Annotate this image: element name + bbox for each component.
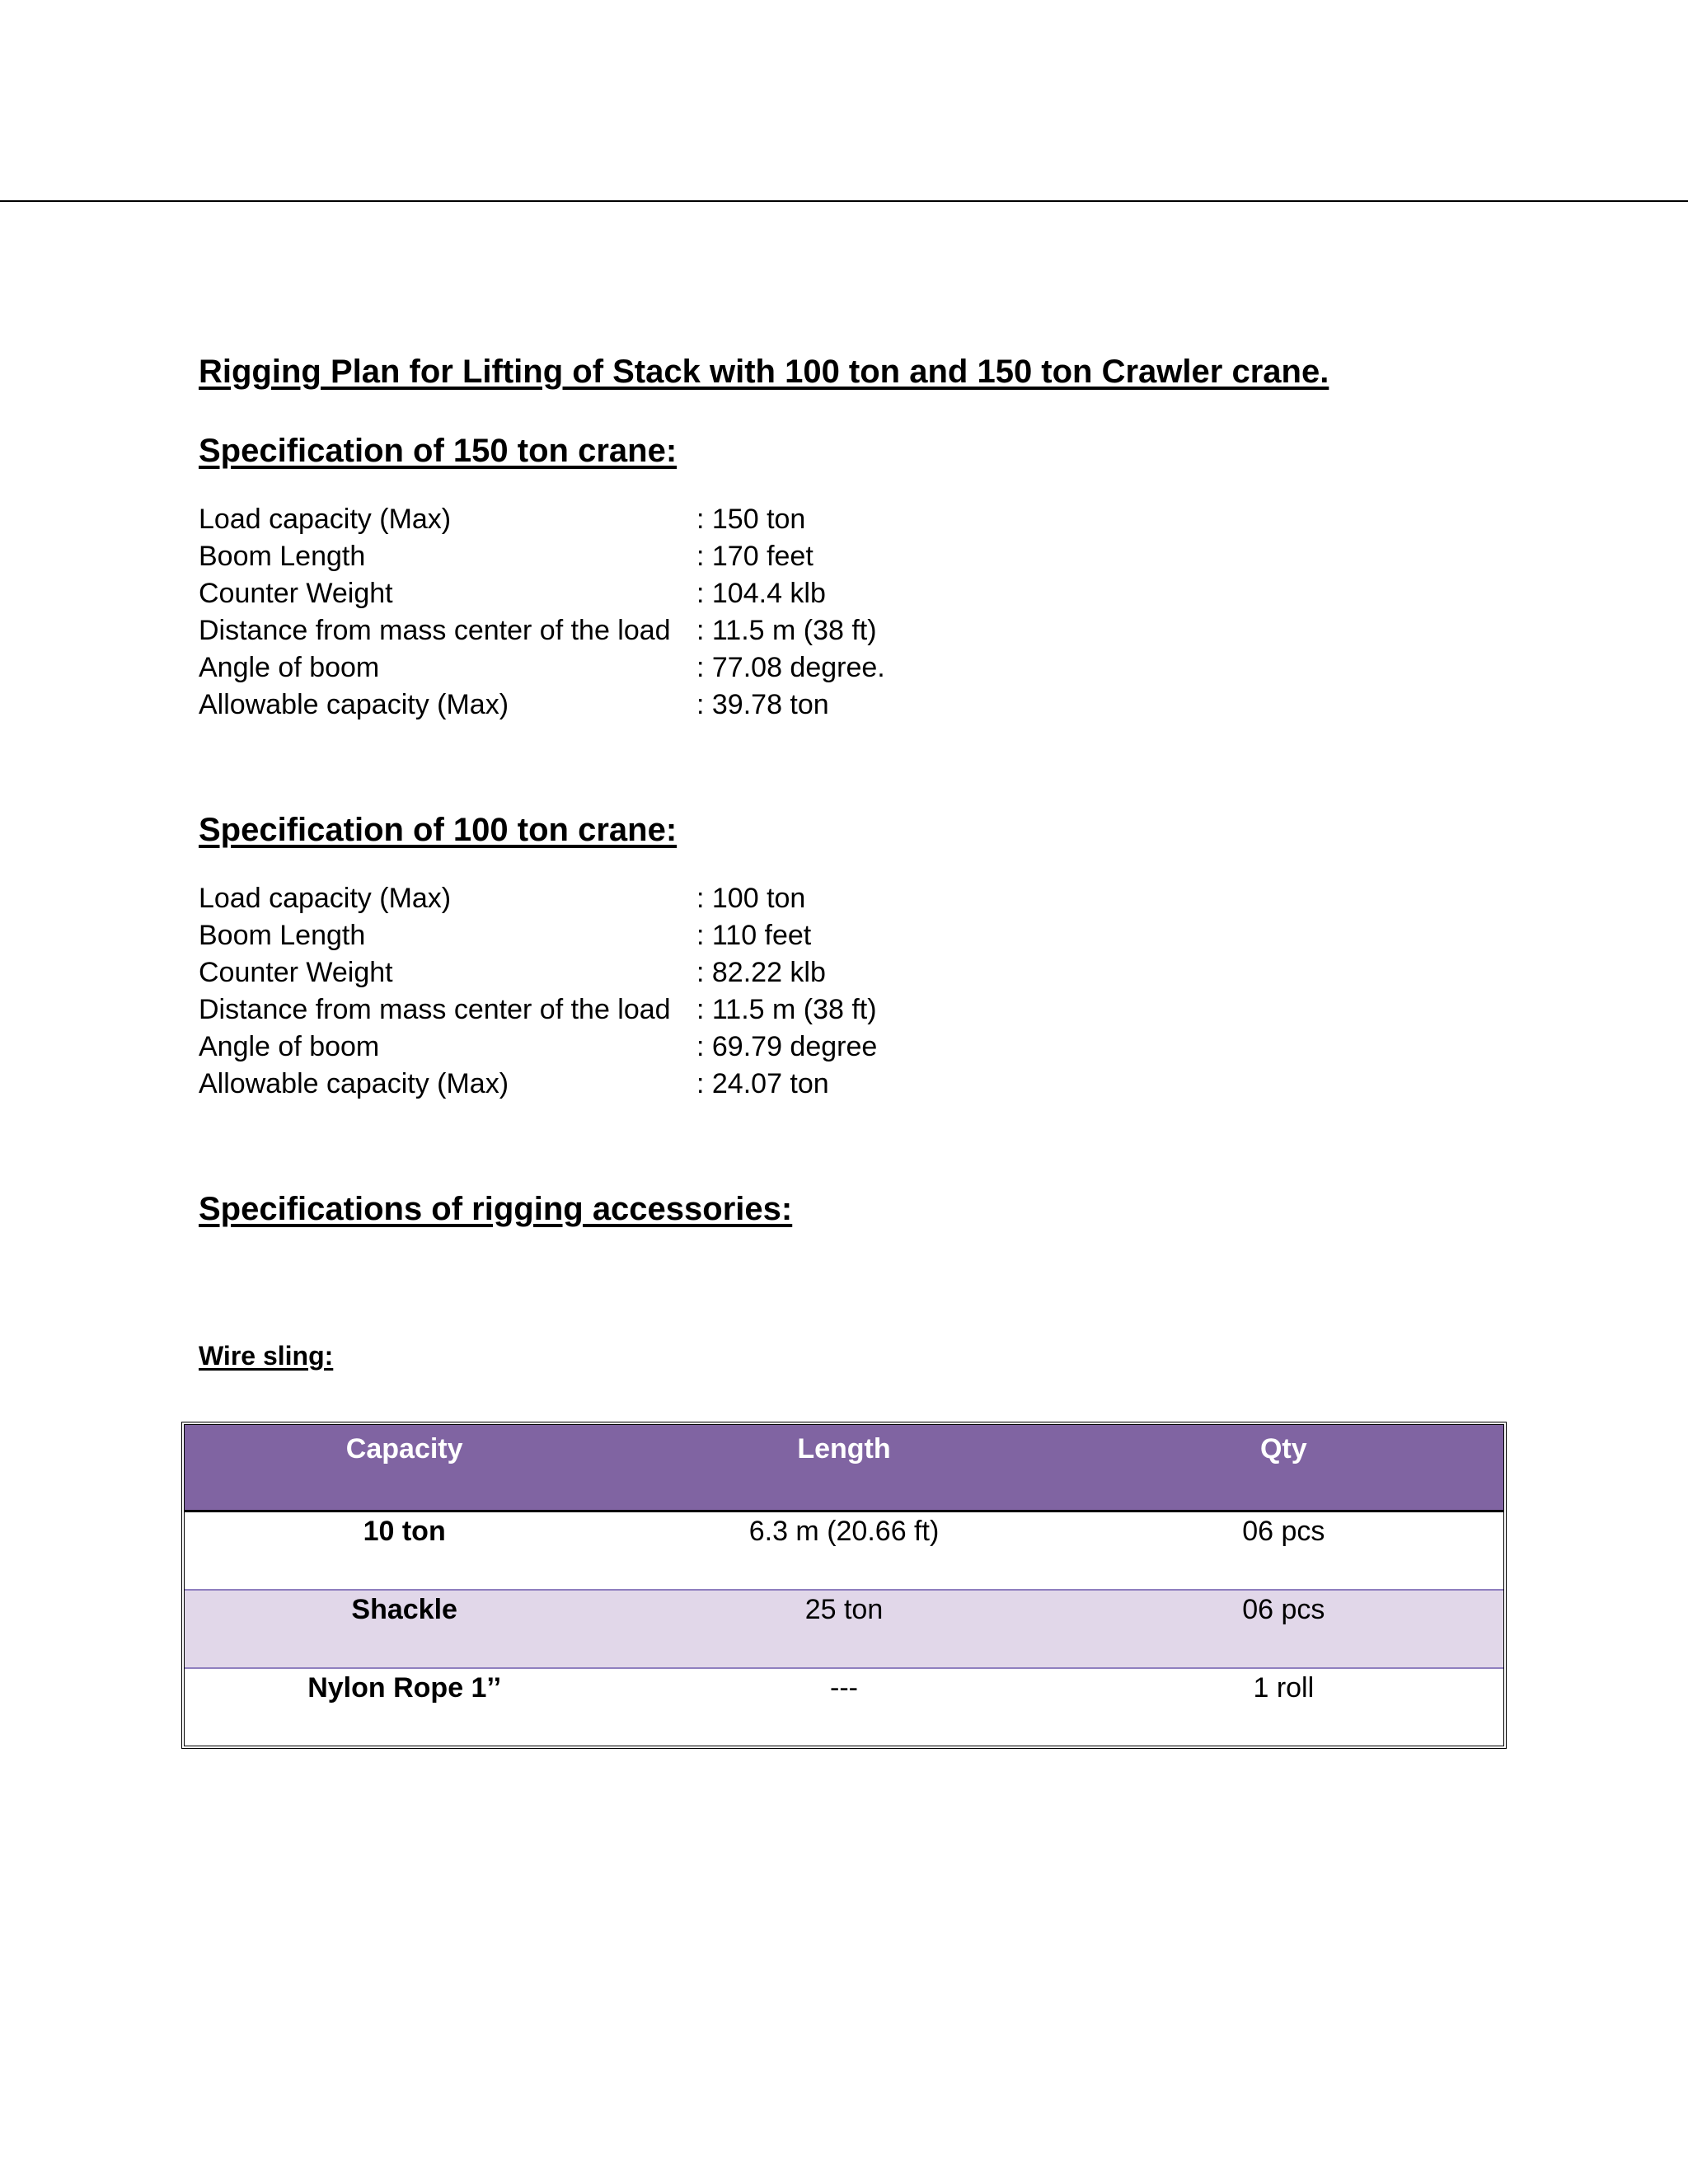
table-row xyxy=(185,1668,1503,1746)
spec-label: Counter Weight xyxy=(199,957,393,988)
spec-value: : 11.5 m (38 ft) xyxy=(696,615,877,646)
table-cell: 25 ton xyxy=(624,1590,1063,1668)
spec-row xyxy=(199,917,1534,954)
spec-value: : 11.5 m (38 ft) xyxy=(696,994,877,1025)
wire-sling-heading: Wire sling: xyxy=(199,1341,334,1371)
table-cell: 1 roll xyxy=(1064,1668,1503,1746)
spec-value: : 69.79 degree xyxy=(696,1031,878,1062)
table-cell: 06 pcs xyxy=(1064,1511,1503,1591)
spec-value: : 170 feet xyxy=(696,541,814,572)
document-title: Rigging Plan for Lifting of Stack with 100 ton and 150 ton Crawler crane. xyxy=(199,354,1329,390)
rigging-accessories-table xyxy=(181,1422,1507,1749)
spec-row xyxy=(199,612,1534,649)
spec-label: Counter Weight xyxy=(199,578,393,609)
column-header-capacity: Capacity xyxy=(185,1425,624,1511)
spec-row xyxy=(199,954,1534,991)
header-rule xyxy=(0,200,1688,202)
accessories-heading: Specifications of rigging accessories: xyxy=(199,1191,793,1227)
table-cell: Nylon Rope 1’’ xyxy=(185,1668,624,1746)
spec-row xyxy=(199,538,1534,575)
accessories-table xyxy=(185,1425,1503,1746)
table-cell: --- xyxy=(624,1668,1063,1746)
table-row xyxy=(185,1511,1503,1591)
spec-label: Allowable capacity (Max) xyxy=(199,689,509,720)
spec-label: Boom Length xyxy=(199,541,366,572)
spec-row xyxy=(199,1066,1534,1103)
spec-label: Load capacity (Max) xyxy=(199,504,452,535)
spec-row xyxy=(199,687,1534,724)
crane-150-spec-list xyxy=(199,501,1534,724)
spec-value: : 24.07 ton xyxy=(696,1068,829,1099)
spec-row xyxy=(199,991,1534,1029)
spec-value: : 77.08 degree. xyxy=(696,652,885,683)
spec-value: : 110 feet xyxy=(696,920,812,951)
spec-row xyxy=(199,575,1534,612)
spec-row xyxy=(199,880,1534,917)
spec-label: Distance from mass center of the load xyxy=(199,994,671,1025)
table-header-row xyxy=(185,1425,1503,1511)
spec-value: : 100 ton xyxy=(696,883,806,914)
spec-label: Allowable capacity (Max) xyxy=(199,1068,509,1099)
column-header-length: Length xyxy=(624,1425,1063,1511)
crane-150-heading: Specification of 150 ton crane: xyxy=(199,433,678,469)
column-header-qty: Qty xyxy=(1064,1425,1503,1511)
spec-label: Angle of boom xyxy=(199,652,380,683)
spec-label: Angle of boom xyxy=(199,1031,380,1062)
table-cell: 06 pcs xyxy=(1064,1590,1503,1668)
document-body xyxy=(199,346,1534,1376)
spec-label: Distance from mass center of the load xyxy=(199,615,671,646)
spec-value: : 82.22 klb xyxy=(696,957,826,988)
spec-value: : 39.78 ton xyxy=(696,689,829,720)
table-cell: Shackle xyxy=(185,1590,624,1668)
spec-value: : 150 ton xyxy=(696,504,806,535)
table-row xyxy=(185,1590,1503,1668)
spec-label: Load capacity (Max) xyxy=(199,883,452,914)
crane-100-heading: Specification of 100 ton crane: xyxy=(199,812,678,848)
table-cell: 6.3 m (20.66 ft) xyxy=(624,1511,1063,1591)
spec-row xyxy=(199,1029,1534,1066)
table-cell: 10 ton xyxy=(185,1511,624,1591)
spec-row xyxy=(199,649,1534,687)
spec-row xyxy=(199,501,1534,538)
crane-100-spec-list xyxy=(199,880,1534,1103)
spec-label: Boom Length xyxy=(199,920,366,951)
spec-value: : 104.4 klb xyxy=(696,578,826,609)
